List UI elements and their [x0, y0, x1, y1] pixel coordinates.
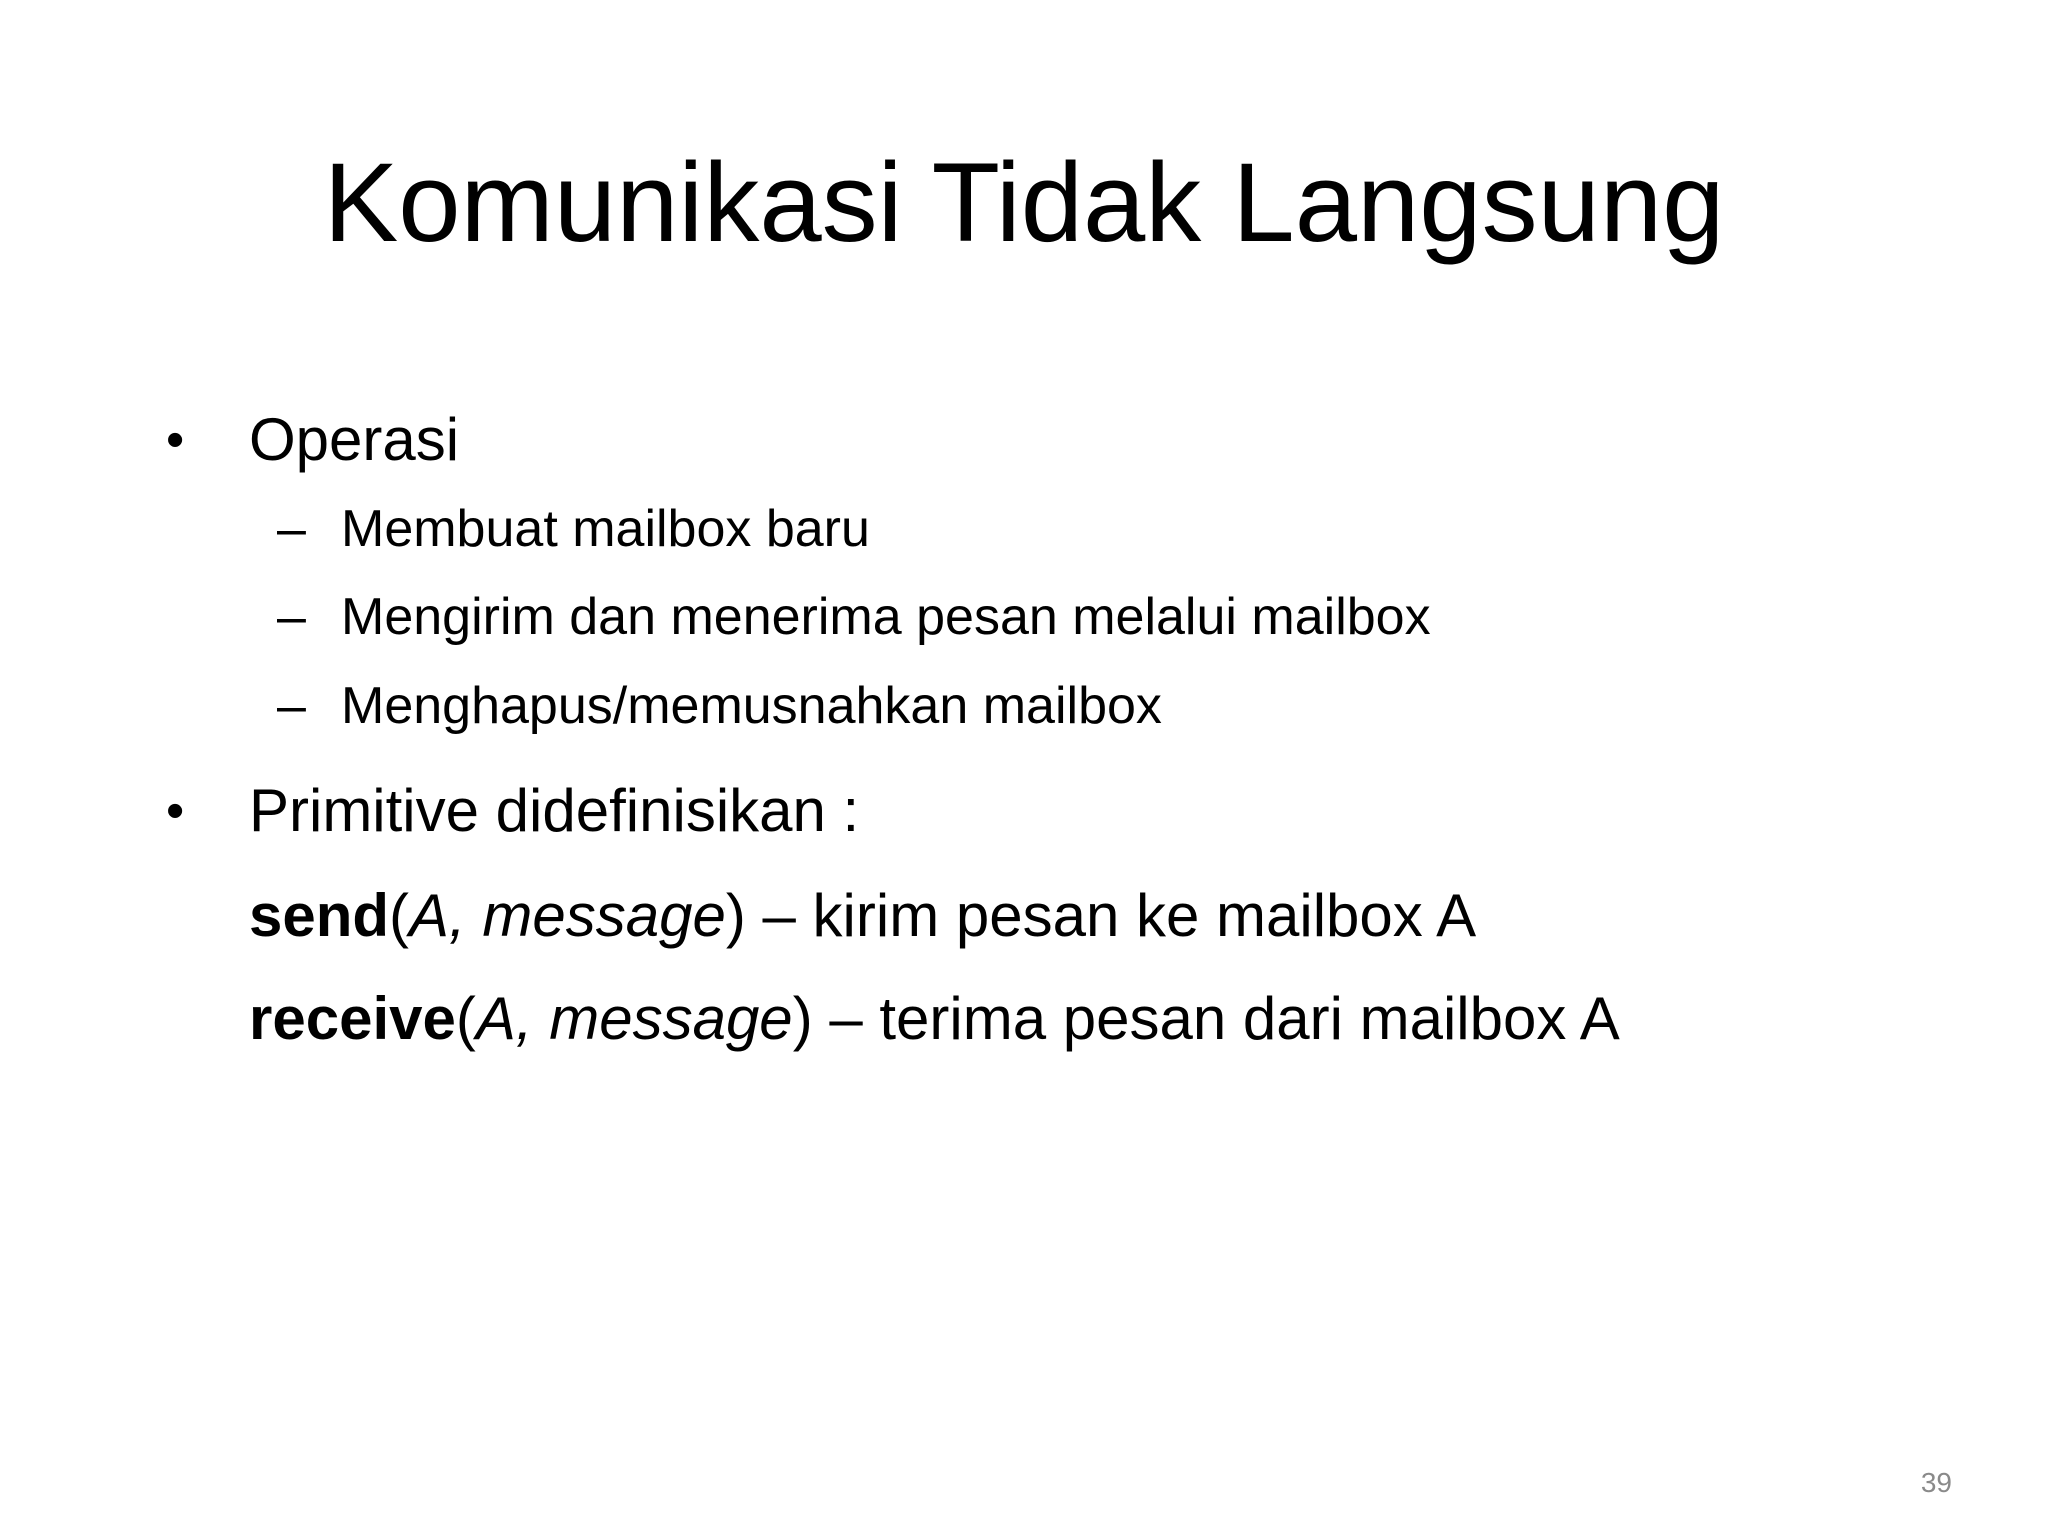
paren-close: ) [792, 985, 813, 1052]
paren-open: ( [389, 882, 410, 949]
bullet-primitive: Primitive didefinisikan : [249, 777, 860, 844]
sub-bullet-membuat: Membuat mailbox baru [341, 500, 870, 558]
bullet-marker: • [166, 411, 185, 469]
primitive-receive-line [249, 983, 1620, 1055]
paren-open: ( [455, 985, 476, 1052]
sub-bullet-marker: – [277, 588, 306, 646]
primitive-description: – kirim pesan ke mailbox A [745, 882, 1477, 949]
slide-number: 39 [1920, 1467, 1952, 1498]
sub-bullet-marker: – [277, 500, 306, 558]
primitive-name: receive [249, 985, 456, 1052]
bullet-marker: • [166, 782, 185, 840]
primitive-name: send [249, 882, 390, 949]
slide-title: Komunikasi Tidak Langsung [323, 140, 1725, 265]
sub-bullet-marker: – [277, 677, 306, 735]
primitive-args: A, message [475, 985, 793, 1052]
primitive-send-line [249, 880, 1476, 952]
primitive-args: A, message [409, 882, 726, 949]
sub-bullet-mengirim: Mengirim dan menerima pesan melalui mailbox [341, 588, 1431, 646]
paren-close: ) [725, 882, 746, 949]
sub-bullet-menghapus: Menghapus/memusnahkan mailbox [341, 677, 1162, 735]
bullet-operasi: Operasi [249, 406, 460, 473]
primitive-description: – terima pesan dari mailbox A [812, 985, 1620, 1052]
